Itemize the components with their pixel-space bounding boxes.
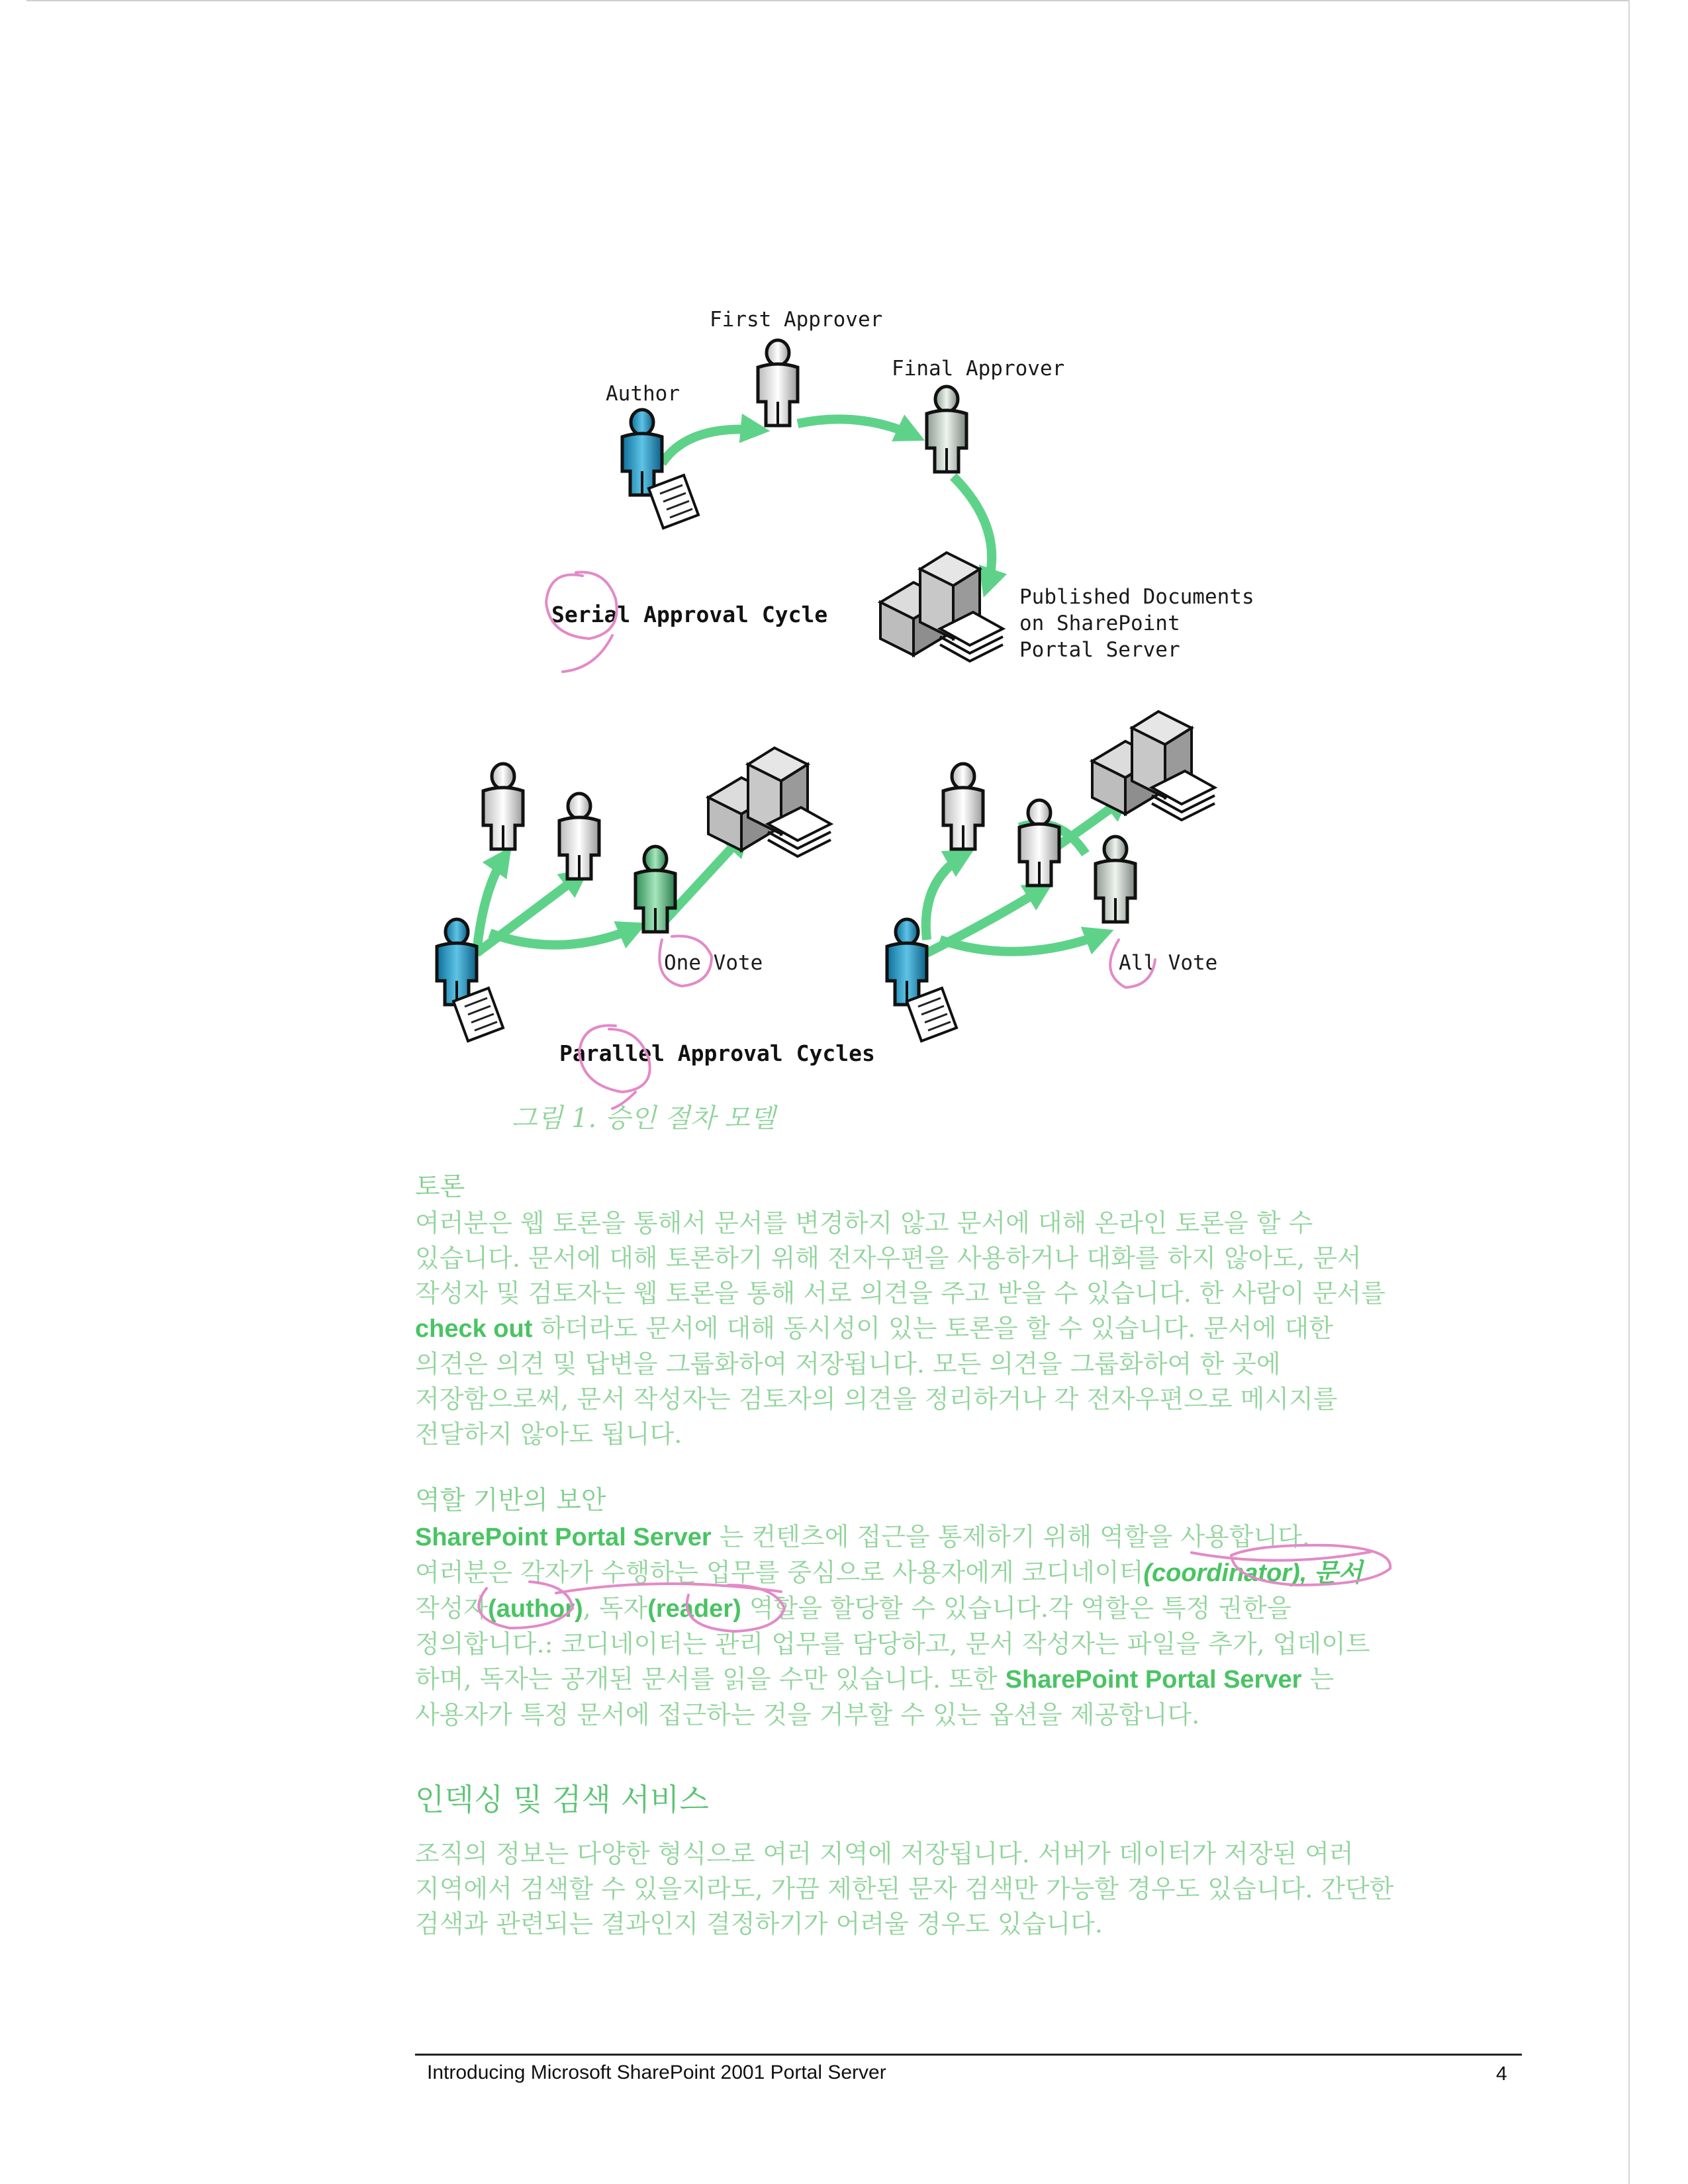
footer-rule (415, 2054, 1522, 2056)
serial-approval-title: Serial Approval Cycle (551, 602, 828, 627)
label-final-approver: Final Approver (892, 357, 1065, 381)
serial-arrow-1 (662, 430, 761, 463)
label-published-line3: Portal Server (1019, 638, 1180, 662)
one-vote-approver-1-icon (483, 764, 523, 849)
label-author: Author (606, 382, 680, 406)
discussion-paragraph: 여러분은 웹 토론을 통해서 문서를 변경하지 않고 문서에 대해 온라인 토론을 할 수 있습니다. 문서에 대해 토론하기 위해 전자우편을 사용하거나 대화를 하지 않아도, 문서 작성자 및 검토자는 웹 토론을 통해 서로 의견을 주고 받을 수 있습니다. 한 사람이 문서를 check out 하더라도 문서에 대해 동시성이 있는 토론을 할 수 있습니다. 문서에 대한 의견은 의견 및 답변을 그룹화하여 저장됩니다. 모든 의견을 그룹화하여 한 곳에 저장함으로써, 문서 작성자는 검토자의 의견을 정리하거나 각 전자우편으로 메시지를 전달하지 않아도 됩니다. (415, 1208, 1385, 1449)
label-published-line1: Published Documents (1019, 585, 1254, 609)
one-vote-author-icon (437, 919, 477, 1005)
label-one-vote: One Vote (664, 951, 763, 975)
label-all-vote: All Vote (1119, 951, 1218, 975)
all-vote-diagram (887, 711, 1217, 1041)
one-vote-server-icon (708, 748, 831, 856)
all-vote-approver-3-icon (1096, 837, 1135, 922)
one-vote-approver-2-icon (559, 794, 599, 879)
figure-caption: 그림 1. 승인 절차 모델 (512, 1103, 776, 1134)
indexing-paragraph: 조직의 정보는 다양한 형식으로 여러 지역에 저장됩니다. 서버가 데이터가 저장된 여러 지역에서 검색할 수 있을지라도, 가끔 제한된 문자 검색만 가능할 경우도 있습니다. 간단한 검색과 관련되는 결과인지 결정하기가 어려울 경우도 있습니다. (415, 1839, 1394, 1938)
all-vote-approver-1-icon (943, 764, 983, 849)
parallel-approval-title: Parallel Approval Cycles (559, 1040, 875, 1066)
server-icon (880, 553, 1003, 661)
label-published-line2: on SharePoint (1019, 612, 1180, 635)
final-approver-person-icon (927, 387, 966, 472)
security-heading: 역할 기반의 보안 (415, 1486, 606, 1516)
all-vote-approver-2-icon (1019, 800, 1059, 886)
discussion-heading: 토론 (415, 1172, 465, 1202)
first-approver-person-icon (758, 340, 798, 426)
serial-approval-diagram (551, 308, 1254, 662)
serial-arrow-2 (798, 419, 917, 437)
document-icon (649, 475, 698, 528)
author-person-icon (622, 410, 662, 495)
indexing-heading: 인덱싱 및 검색 서비스 (415, 1782, 709, 1817)
page-number: 4 (1496, 2063, 1507, 2085)
all-vote-server-icon (1092, 711, 1215, 820)
one-vote-diagram (437, 748, 831, 1041)
security-paragraph: SharePoint Portal Server 는 컨텐츠에 접근을 통제하기 위해 역할을 사용합니다. 여러분은 각자가 수행하는 업무를 중심으로 사용자에게 코디네이터(coordinator), 문서 작성자(author), 독자(reader) 역할을 할당할 수 있습니다.각 역할은 특정 권한을 정의합니다.: 코디네이터는 관리 업무를 담당하고, 문서 작성자는 파일을 추가, 업데이트 하며, 독자는 공개된 문서를 읽을 수만 있습니다. 또한 SharePoint Portal Server 는 사용자가 특정 문서에 접근하는 것을 거부할 수 있는 옵션을 제공합니다. (415, 1522, 1370, 1729)
footer-title: Introducing Microsoft SharePoint 2001 Portal Server (427, 2062, 886, 2083)
all-vote-author-icon (887, 919, 927, 1005)
label-first-approver: First Approver (710, 308, 883, 332)
